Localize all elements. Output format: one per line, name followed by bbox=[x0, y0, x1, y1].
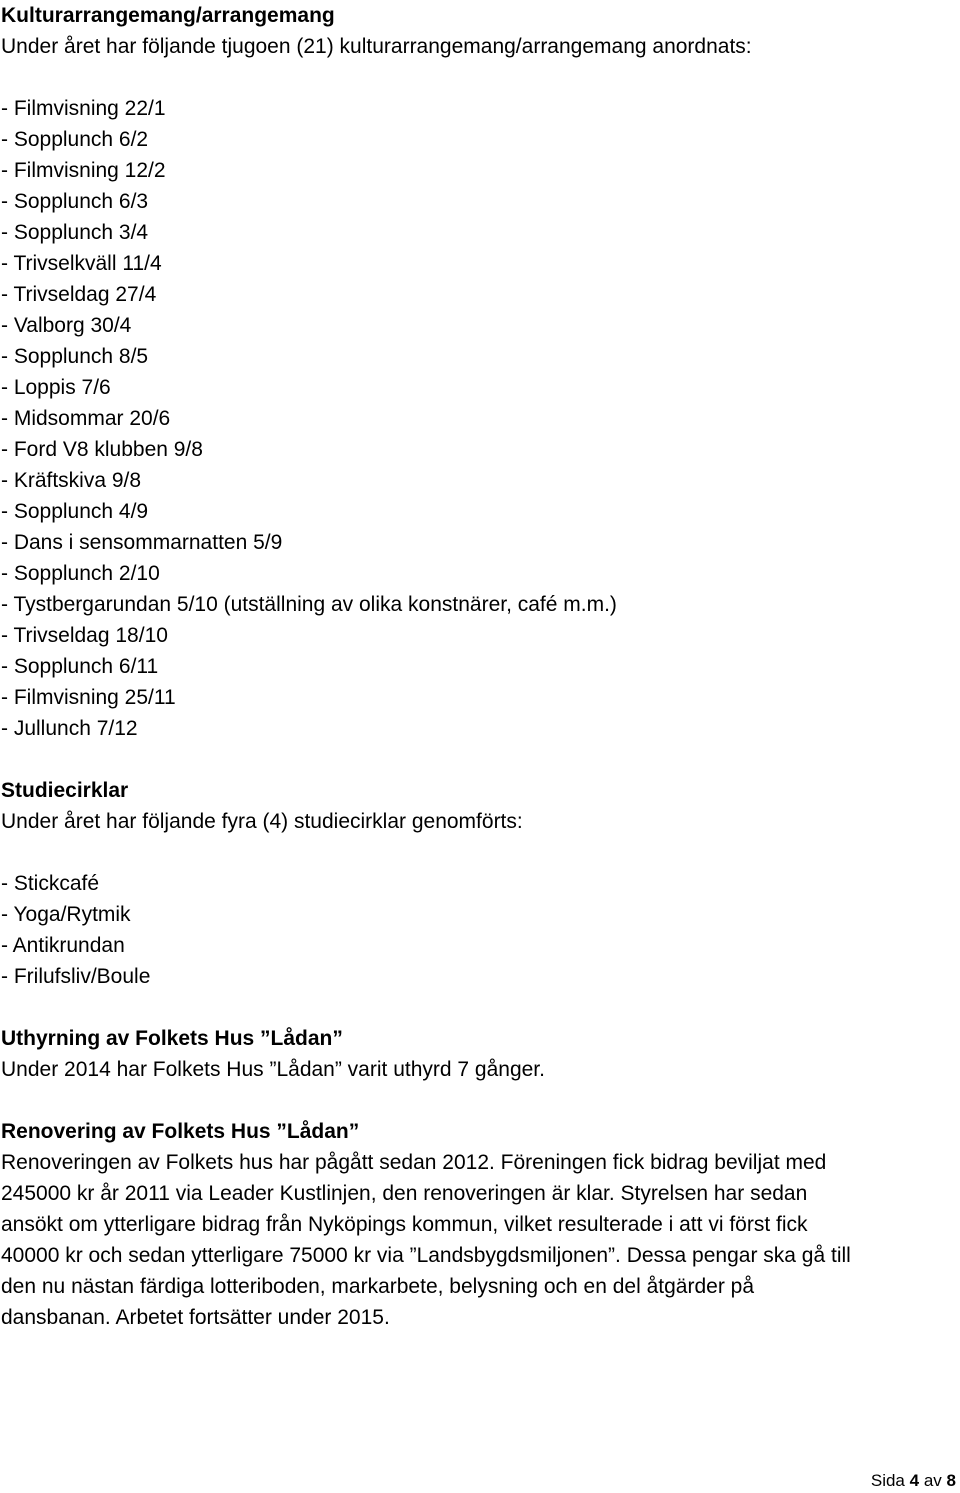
page-label: Sida bbox=[870, 1471, 905, 1490]
spacer bbox=[1, 992, 953, 1023]
paragraph-line: 40000 kr och sedan ytterligare 75000 kr via ”Landsbygdsmiljonen”. Dessa pengar ska gå till bbox=[1, 1244, 851, 1267]
culture-heading: Kulturarrangemang/arrangemang bbox=[1, 4, 335, 27]
list-item: - Filmvisning 12/2 bbox=[1, 159, 166, 182]
list-item: - Ford V8 klubben 9/8 bbox=[1, 438, 203, 461]
list-item: - Sopplunch 4/9 bbox=[1, 500, 149, 523]
list-item: - Trivseldag 27/4 bbox=[1, 283, 157, 306]
list-item: - Trivseldag 18/10 bbox=[1, 624, 168, 647]
list-item: - Yoga/Rytmik bbox=[1, 903, 131, 926]
spacer bbox=[1, 837, 953, 868]
page-separator: av bbox=[923, 1471, 942, 1490]
paragraph-line: Renoveringen av Folkets hus har pågått sedan 2012. Föreningen fick bidrag beviljat med bbox=[1, 1151, 827, 1174]
culture-intro: Under året har följande tjugoen (21) kulturarrangemang/arrangemang anordnats: bbox=[1, 35, 752, 58]
culture-list bbox=[1, 93, 953, 744]
study-intro: Under året har följande fyra (4) studiecirklar genomförts: bbox=[1, 810, 523, 833]
list-item: - Frilufsliv/Boule bbox=[1, 965, 151, 988]
list-item: - Sopplunch 2/10 bbox=[1, 562, 160, 585]
list-item: - Trivselkväll 11/4 bbox=[1, 252, 162, 275]
total-pages: 8 bbox=[946, 1471, 956, 1490]
list-item: - Valborg 30/4 bbox=[1, 314, 132, 337]
list-item: - Loppis 7/6 bbox=[1, 376, 111, 399]
paragraph-line: 245000 kr år 2011 via Leader Kustlinjen, den renoveringen är klar. Styrelsen har sedan bbox=[1, 1182, 808, 1205]
list-item: - Sopplunch 6/11 bbox=[1, 655, 159, 678]
renovation-heading: Renovering av Folkets Hus ”Lådan” bbox=[1, 1120, 360, 1143]
study-heading: Studiecirklar bbox=[1, 779, 129, 802]
rental-text: Under 2014 har Folkets Hus ”Lådan” varit uthyrd 7 gånger. bbox=[1, 1058, 545, 1081]
paragraph-line: den nu nästan färdiga lotteriboden, markarbete, belysning och en del åtgärder på bbox=[1, 1275, 755, 1298]
list-item: - Tystbergarundan 5/10 (utställning av olika konstnärer, café m.m.) bbox=[1, 593, 617, 616]
paragraph-line: dansbanan. Arbetet fortsätter under 2015. bbox=[1, 1306, 390, 1329]
list-item: - Midsommar 20/6 bbox=[1, 407, 171, 430]
list-item: - Sopplunch 6/3 bbox=[1, 190, 149, 213]
list-item: - Filmvisning 22/1 bbox=[1, 97, 166, 120]
page-number: 4 bbox=[909, 1471, 920, 1490]
list-item: - Stickcafé bbox=[1, 872, 100, 895]
spacer bbox=[1, 62, 953, 93]
spacer bbox=[1, 744, 953, 775]
paragraph-line: ansökt om ytterligare bidrag från Nyköpings kommun, vilket resulterade i att vi först fick bbox=[1, 1213, 808, 1236]
list-item: - Antikrundan bbox=[1, 934, 125, 957]
list-item: - Sopplunch 3/4 bbox=[1, 221, 149, 244]
list-item: - Kräftskiva 9/8 bbox=[1, 469, 142, 492]
list-item: - Sopplunch 8/5 bbox=[1, 345, 149, 368]
list-item: - Dans i sensommarnatten 5/9 bbox=[1, 531, 283, 554]
spacer bbox=[1, 1085, 953, 1116]
list-item: - Filmvisning 25/11 bbox=[1, 686, 176, 709]
page-footer bbox=[871, 1470, 956, 1492]
study-list bbox=[1, 868, 953, 992]
renovation-paragraph bbox=[1, 1147, 953, 1333]
list-item: - Jullunch 7/12 bbox=[1, 717, 138, 740]
rental-heading: Uthyrning av Folkets Hus ”Lådan” bbox=[1, 1027, 343, 1050]
list-item: - Sopplunch 6/2 bbox=[1, 128, 149, 151]
